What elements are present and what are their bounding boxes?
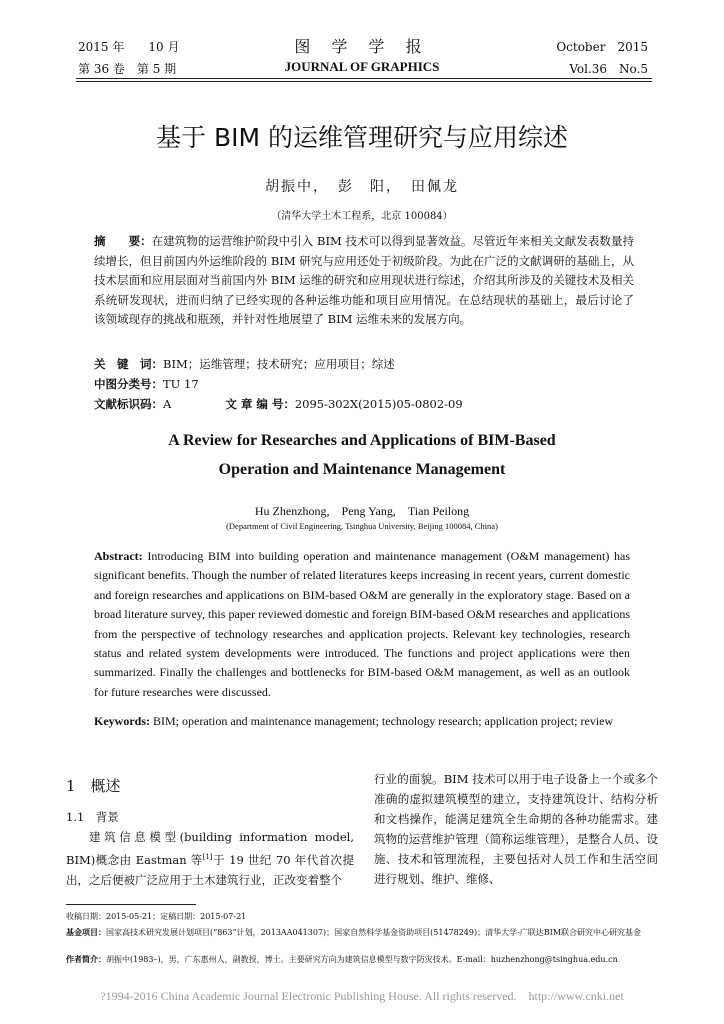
para1-part-a: 建筑信息模型(building information model, BIM)概念由 Eastman 等 (66, 830, 354, 867)
header-date-cn: 2015 年 10 月 (78, 40, 180, 54)
doc-code-value: A (163, 397, 172, 411)
footnote-fund (66, 926, 660, 939)
body-paragraph-left (66, 827, 354, 890)
abstract-cn-text: 在建筑物的运营维护阶段中引入 BIM 技术可以得到显著效益。尽管近年来相关文献发表数量持续增长，但目前国内外运维阶段的 BIM 研究与应用还处于初级阶段。为此在广泛的文献调研的基础上，从技术层面和应用层面对当前国内外 BIM 运维的研究和应用现状进行综述，介绍其所涉及的关键技术及相关系统研发现状，进而归纳了已经实现的各种运维功能和项目应用情况。在总结现状的基础上，最后讨论了该领域现存的挑战和瓶颈，并针对性地展望了 BIM 运维未来的发展方向。 (94, 234, 635, 326)
copyright-line: ?1994-2016 China Academic Journal Electronic Publishing House. All rights reserved. http://www.cnki.net (100, 989, 624, 1003)
fund-text: 国家高技术研究发展计划项目(“863”计划，2013AA041307)；国家自然科学基金资助项目(51478249)；清华大学-广联达BIM联合研究中心研究基金 (106, 928, 642, 937)
section-heading-1: 1 概述 (66, 777, 121, 795)
abstract-cn-label: 摘 要： (94, 234, 152, 248)
article-no-value: 2095-302X(2015)05-0802-09 (294, 397, 463, 411)
doc-code-label: 文献标识码： (94, 397, 163, 411)
article-title-en-line2: Operation and Maintenance Management (218, 461, 506, 478)
citation-ref: [1] (202, 853, 213, 861)
abstract-cn (94, 232, 634, 330)
clc-label: 中图分类号： (94, 377, 163, 391)
section-heading-1-1: 1.1 背景 (66, 810, 119, 824)
authors-en: Hu Zhenzhong, Peng Yang, Tian Peilong (254, 504, 470, 518)
footnote-rule (66, 904, 196, 905)
abstract-en-label: Abstract: (94, 549, 143, 563)
journal-name-cn: 图 学 学 报 (294, 37, 430, 56)
authors-cn: 胡振中， 彭 阳， 田佩龙 (265, 179, 459, 195)
keywords-cn (94, 355, 634, 375)
header-issue-en: Vol.36 No.5 (569, 62, 648, 76)
article-title-cn: 基于 BIM 的运维管理研究与应用综述 (156, 123, 568, 152)
article-title-en-line1: A Review for Researches and Applications of BIM-Based (168, 432, 556, 449)
header-rule-thin (76, 81, 652, 82)
keywords-en (94, 712, 630, 731)
clc-value: TU 17 (163, 377, 199, 391)
header-rule (76, 78, 652, 79)
clc-number (94, 375, 634, 395)
affiliation-en: (Department of Civil Engineering, Tsinghua University, Beijing 100084, China) (226, 521, 498, 531)
keywords-cn-text: BIM；运维管理；技术研究；应用项目；综述 (163, 357, 395, 371)
author-label: 作者简介： (66, 954, 106, 964)
keywords-en-text: BIM; operation and maintenance management; technology research; application project; review (150, 714, 614, 728)
abstract-en (94, 547, 630, 702)
footnote-author (66, 953, 660, 966)
keywords-cn-label: 关 键 词： (94, 357, 163, 371)
abstract-en-text: Introducing BIM into building operation and maintenance management (O&M management) has significant benefits. Though the number of related literatures keeps increasing in recent years, current domestic and foreign researches and applications on BIM-based O&M are generally in the exploratory stage. Based on a broad literature survey, this paper reviewed domestic and foreign BIM-based O&M researches and applications from the perspective of technology researches and application projects. Relevant key technologies, research status and related system developments were introduced. The functions and project applications were then summarized. Finally the challenges and bottlenecks for BIM-based O&M management, as well as an outlook for future researches were discussed. (94, 549, 630, 699)
para1-part-b: 于 19 世纪 70 年代首次提出，之后便被广泛应用于土木建筑行业，正改变着整个 (66, 852, 354, 887)
keywords-en-label: Keywords: (94, 714, 150, 728)
footnote-received: 收稿日期：2015-05-21；定稿日期：2015-07-21 (66, 912, 247, 921)
header-issue-cn: 第 36 卷 第 5 期 (78, 62, 177, 76)
journal-name-en: JOURNAL OF GRAPHICS (284, 59, 440, 74)
body-paragraph-right: 行业的面貌。BIM 技术可以用于电子设备上一个或多个准确的虚拟建筑模型的建立，支持建筑设计、结构分析和文档操作，能满足建筑全生命期的各种功能需求。建筑物的运营维护管理（简称运维管理），是整合人员、设施、技术和管理流程，主要包括对人员工作和生活空间进行规划、维护、维修、 (374, 772, 658, 886)
affiliation-cn: （清华大学土木工程系，北京 100084） (271, 211, 453, 222)
header-date-en: October 2015 (556, 40, 648, 54)
document-code (94, 395, 634, 415)
author-text: 胡振中(1983–)，男，广东惠州人，副教授，博士。主要研究方向为建筑信息模型与数字防灾技术。E-mail：huzhenzhong@tsinghua.edu.cn (106, 955, 618, 964)
article-no-label: 文 章 编 号： (225, 397, 295, 411)
fund-label: 基金项目： (66, 927, 106, 937)
